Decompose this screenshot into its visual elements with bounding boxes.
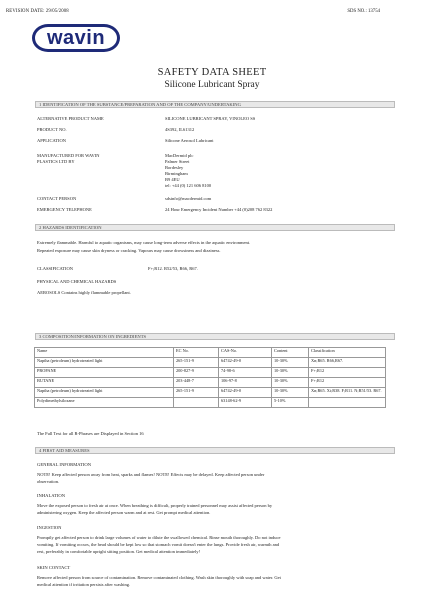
cell-ec [174, 398, 219, 408]
cell-cas: 74-98-6 [219, 368, 272, 378]
contact-email: sdsinfo@macdermid.com [165, 196, 212, 201]
table-row [35, 368, 386, 378]
emergency-label: EMERGENCY TELEPHONE [37, 207, 92, 212]
cell-name: Polydimethylsiloxane [35, 398, 174, 408]
ingestion-text-2: vomiting. If vomiting occurs, the head should be kept low so that stomach vomit doesn't enter the lungs. Provide fresh air, warmth and [37, 542, 280, 547]
section-3-heading: 3 COMPOSITION/INFORMATION ON INGREDIENTS [35, 333, 395, 340]
section-1-heading: 1 IDENTIFICATION OF THE SUBSTANCE/PREPARATION AND OF THE COMPANY/UNDERTAKING [35, 101, 395, 108]
col-content-header: Content [272, 348, 309, 358]
address-line: Palmer Street [165, 159, 190, 164]
document-subtitle: Silicone Lubricant Spray [164, 80, 260, 90]
address-line: MacDermid plc [165, 153, 194, 158]
ingestion-text-3: rest, preferably in comfortable upright sitting position. Get medical attention immediately! [37, 549, 200, 554]
cell-ec: 203-448-7 [174, 378, 219, 388]
table-row [35, 358, 386, 368]
address-line: B9 4EU [165, 177, 180, 182]
emergency-value: 24 Hour Emergency Incident Number +44 (0)208 762 8322 [165, 207, 273, 212]
alt-product-label: ALTERNATIVE PRODUCT NAME [37, 116, 104, 121]
application-value: Silicone Aerosol Lubricant [165, 138, 214, 143]
product-no-label: PRODUCT NO. [37, 127, 67, 132]
product-no-value: 4S392, IL61312 [165, 127, 195, 132]
cell-name: BUTANE [35, 378, 174, 388]
ingestion-text-1: Promptly get affected person to drink large volumes of water to dilute the swallowed chemical. Rinse mouth thoroughly. Do not induce [37, 535, 281, 540]
ingestion-heading: INGESTION [37, 525, 62, 530]
cell-cas: 64742-49-0 [219, 358, 272, 368]
revision-date: REVISION DATE: 29/05/2008 [6, 9, 69, 14]
general-info-heading: GENERAL INFORMATION [37, 462, 92, 467]
col-cas-header: CAS-No. [219, 348, 272, 358]
classification-value: F+;R12. R52/53, R66, R67. [148, 266, 198, 271]
logo-text: wavin [46, 26, 106, 49]
cell-name: Naptha (petroleum) hydrotreated light [35, 388, 174, 398]
table-row [35, 398, 386, 408]
r-phrases-note: The Full Text for all R-Phrases are Displayed in Section 16 [37, 431, 144, 436]
contact-label: CONTACT PERSON [37, 196, 77, 201]
cell-cas: 64742-49-0 [219, 388, 272, 398]
col-ec-header: EC No. [174, 348, 219, 358]
cell-cas: 106-97-8 [219, 378, 272, 388]
cell-content: 5-10% [272, 398, 309, 408]
sds-number: SDS NO.: 13754 [347, 9, 380, 14]
skin-contact-text-1: Remove affected person from source of contamination. Remove contaminated clothing. Wash skin thoroughly with soap and water. Get [37, 575, 281, 580]
physical-hazards-label: PHYSICAL AND CHEMICAL HAZARDS [37, 279, 117, 284]
table-row [35, 388, 386, 398]
table-header-row [35, 348, 386, 358]
cell-classification: Xn;R65. Xi;R38. F;R11. N;R51/53. R67. [309, 388, 386, 398]
cell-classification [309, 398, 386, 408]
wavin-logo [32, 24, 120, 52]
section-2-heading: 2 HAZARDS IDENTIFICATION [35, 224, 395, 231]
cell-classification: F+;R12 [309, 378, 386, 388]
cell-classification: Xn;R65. R66,R67. [309, 358, 386, 368]
general-info-text-2: observation. [37, 479, 60, 484]
manufacturer-label-1: MANUFACTURED FOR WAVIN [37, 153, 100, 158]
application-label: APPLICATION [37, 138, 67, 143]
col-name-header: Name [35, 348, 174, 358]
cell-ec: 265-151-9 [174, 358, 219, 368]
address-line: tel: +44 (0) 121 606 8100 [165, 183, 212, 188]
cell-ec: 265-151-9 [174, 388, 219, 398]
general-info-text-1: NOTE! Keep affected person away from heat, sparks and flames! NOTE! Effects may be delayed. Keep affected person under [37, 472, 265, 477]
section-4-heading: 4 FIRST AID MEASURES [35, 447, 395, 454]
classification-label: CLASSIFICATION [37, 266, 74, 271]
cell-content: 10-30% [272, 358, 309, 368]
cell-cas: 63148-62-9 [219, 398, 272, 408]
inhalation-text-2: administering oxygen. Keep the affected person warm and at rest. Get prompt medical attention. [37, 510, 211, 515]
composition-table [34, 347, 386, 408]
aerosols-text: AEROSOLS Contains highly flammable propellant. [37, 290, 131, 295]
cell-name: PROPANE [35, 368, 174, 378]
skin-contact-heading: SKIN CONTACT [37, 565, 71, 570]
hazard-text-1: Extremely flammable. Harmful to aquatic organisms, may cause long-term adverse effects in the aquatic environment. [37, 240, 251, 245]
skin-contact-text-2: medical attention if irritation persists after washing. [37, 582, 131, 587]
manufacturer-label-2: PLASTICS LTD BY [37, 159, 75, 164]
cell-classification: F+;R12 [309, 368, 386, 378]
address-line: Bordesley [165, 165, 184, 170]
inhalation-text-1: Move the exposed person to fresh air at once. When breathing is difficult, properly trained personnel may assist affected person by [37, 503, 273, 508]
cell-content: 10-30% [272, 388, 309, 398]
inhalation-heading: INHALATION [37, 493, 66, 498]
cell-content: 10-30% [272, 368, 309, 378]
cell-ec: 200-827-9 [174, 368, 219, 378]
alt-product-value: SILICONE LUBRICANT SPRAY, VINOLEO SS [165, 116, 256, 121]
table-row [35, 378, 386, 388]
col-classification-header: Classification [309, 348, 386, 358]
cell-name: Naptha (petroleum) hydrotreated light [35, 358, 174, 368]
hazard-text-2: Repeated exposure may cause skin dryness or cracking. Vapours may cause drowsiness and dizziness. [37, 248, 221, 253]
cell-content: 10-30% [272, 378, 309, 388]
address-line: Birmingham [165, 171, 188, 176]
document-title: SAFETY DATA SHEET [157, 67, 267, 78]
